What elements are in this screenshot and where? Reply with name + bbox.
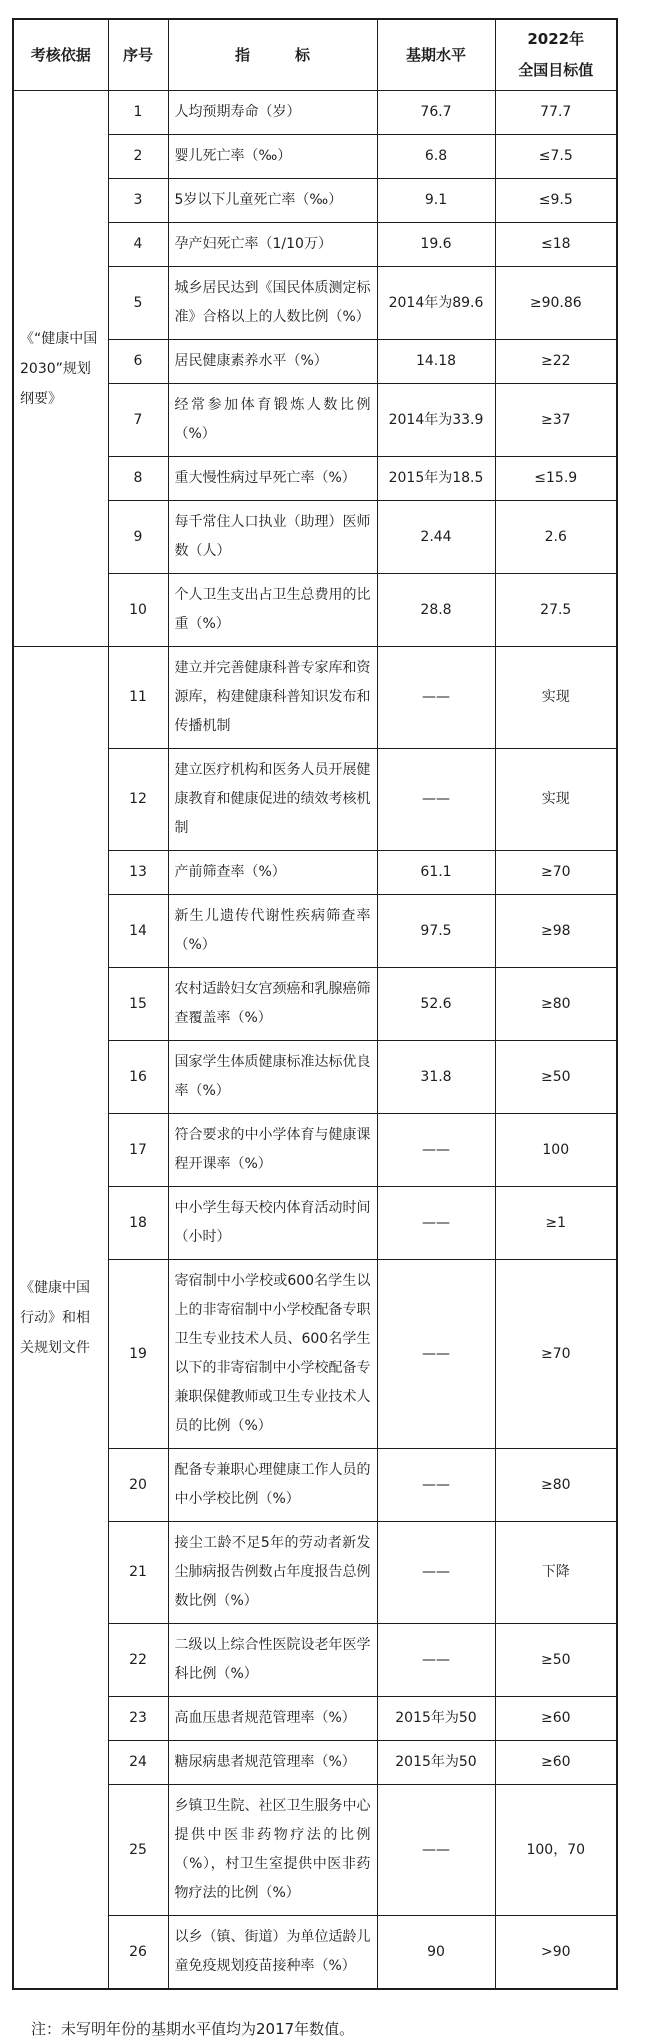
row-number-cell: 20: [108, 1449, 168, 1522]
row-number-cell: 4: [108, 223, 168, 267]
table-header: [13, 19, 617, 91]
indicator-cell: 农村适龄妇女宫颈癌和乳腺癌筛查覆盖率（%）: [168, 968, 377, 1041]
header-target-2022: [495, 19, 617, 91]
row-number-cell: 7: [108, 384, 168, 457]
indicator-cell: 建立并完善健康科普专家库和资源库，构建健康科普知识发布和传播机制: [168, 647, 377, 749]
header-indicator: 指 标: [168, 19, 377, 91]
base-level-cell: 2.44: [377, 501, 495, 574]
row-number-cell: 13: [108, 851, 168, 895]
indicator-cell: 符合要求的中小学体育与健康课程开课率（%）: [168, 1114, 377, 1187]
indicator-cell: 以乡（镇、街道）为单位适龄儿童免疫规划疫苗接种率（%）: [168, 1916, 377, 1990]
header-base-level: 基期水平: [377, 19, 495, 91]
base-level-cell: ——: [377, 1449, 495, 1522]
header-assessment-basis: 考核依据: [13, 19, 108, 91]
target-value-cell: 27.5: [495, 574, 617, 647]
indicator-cell: 每千常住人口执业（助理）医师数（人）: [168, 501, 377, 574]
indicator-cell: 高血压患者规范管理率（%）: [168, 1697, 377, 1741]
row-number-cell: 24: [108, 1741, 168, 1785]
indicator-cell: 人均预期寿命（岁）: [168, 91, 377, 135]
header-target-label: 全国目标值: [518, 61, 594, 79]
assessment-basis-cell: 《健康中国行动》和相关规划文件: [13, 647, 108, 1990]
indicator-cell: 个人卫生支出占卫生总费用的比重（%）: [168, 574, 377, 647]
target-value-cell: ≥1: [495, 1187, 617, 1260]
target-value-cell: ≤18: [495, 223, 617, 267]
base-level-cell: 2014年为33.9: [377, 384, 495, 457]
target-value-cell: ≥50: [495, 1041, 617, 1114]
indicator-cell: 重大慢性病过早死亡率（%）: [168, 457, 377, 501]
indicator-cell: 国家学生体质健康标准达标优良率（%）: [168, 1041, 377, 1114]
target-value-cell: ≥70: [495, 1260, 617, 1449]
base-level-cell: 52.6: [377, 968, 495, 1041]
row-number-cell: 18: [108, 1187, 168, 1260]
base-level-cell: 14.18: [377, 340, 495, 384]
target-value-cell: ≥98: [495, 895, 617, 968]
base-level-cell: ——: [377, 647, 495, 749]
base-level-cell: 97.5: [377, 895, 495, 968]
target-value-cell: 实现: [495, 749, 617, 851]
table-body: [13, 91, 617, 1990]
row-number-cell: 2: [108, 135, 168, 179]
target-value-cell: 77.7: [495, 91, 617, 135]
target-value-cell: ≥80: [495, 968, 617, 1041]
indicator-cell: 寄宿制中小学校或600名学生以上的非寄宿制中小学校配备专职卫生专业技术人员、600名学生以下的非寄宿制中小学校配备专兼职保健教师或卫生专业技术人员的比例（%）: [168, 1260, 377, 1449]
base-level-cell: 90: [377, 1916, 495, 1990]
row-number-cell: 6: [108, 340, 168, 384]
table-row: [13, 91, 617, 135]
row-number-cell: 3: [108, 179, 168, 223]
row-number-cell: 17: [108, 1114, 168, 1187]
base-level-cell: ——: [377, 749, 495, 851]
row-number-cell: 16: [108, 1041, 168, 1114]
target-value-cell: ≥37: [495, 384, 617, 457]
indicator-cell: 乡镇卫生院、社区卫生服务中心提供中医非药物疗法的比例（%），村卫生室提供中医非药物疗法的比例（%）: [168, 1785, 377, 1916]
row-number-cell: 5: [108, 267, 168, 340]
indicator-cell: 城乡居民达到《国民体质测定标准》合格以上的人数比例（%）: [168, 267, 377, 340]
target-value-cell: >90: [495, 1916, 617, 1990]
base-level-cell: 2014年为89.6: [377, 267, 495, 340]
indicator-cell: 5岁以下儿童死亡率（‰）: [168, 179, 377, 223]
base-level-cell: ——: [377, 1260, 495, 1449]
indicator-cell: 糖尿病患者规范管理率（%）: [168, 1741, 377, 1785]
target-value-cell: ≥70: [495, 851, 617, 895]
target-value-cell: ≥50: [495, 1624, 617, 1697]
table-row: [13, 647, 617, 749]
base-level-cell: 6.8: [377, 135, 495, 179]
base-level-cell: 28.8: [377, 574, 495, 647]
base-level-cell: 61.1: [377, 851, 495, 895]
target-value-cell: ≥90.86: [495, 267, 617, 340]
indicator-cell: 配备专兼职心理健康工作人员的中小学校比例（%）: [168, 1449, 377, 1522]
target-value-cell: ≤15.9: [495, 457, 617, 501]
base-level-cell: ——: [377, 1114, 495, 1187]
row-number-cell: 8: [108, 457, 168, 501]
base-level-cell: 2015年为50: [377, 1697, 495, 1741]
indicator-cell: 新生儿遗传代谢性疾病筛查率（%）: [168, 895, 377, 968]
row-number-cell: 25: [108, 1785, 168, 1916]
row-number-cell: 23: [108, 1697, 168, 1741]
target-value-cell: ≤9.5: [495, 179, 617, 223]
target-value-cell: ≤7.5: [495, 135, 617, 179]
base-level-cell: 76.7: [377, 91, 495, 135]
target-value-cell: 下降: [495, 1522, 617, 1624]
indicator-cell: 中小学生每天校内体育活动时间（小时）: [168, 1187, 377, 1260]
row-number-cell: 11: [108, 647, 168, 749]
indicator-cell: 二级以上综合性医院设老年医学科比例（%）: [168, 1624, 377, 1697]
indicator-cell: 经常参加体育锻炼人数比例（%）: [168, 384, 377, 457]
base-level-cell: ——: [377, 1785, 495, 1916]
header-target-year: 2022年: [527, 30, 585, 48]
base-level-cell: 2015年为18.5: [377, 457, 495, 501]
target-value-cell: 2.6: [495, 501, 617, 574]
row-number-cell: 1: [108, 91, 168, 135]
indicator-cell: 建立医疗机构和医务人员开展健康教育和健康促进的绩效考核机制: [168, 749, 377, 851]
row-number-cell: 9: [108, 501, 168, 574]
header-serial-number: 序号: [108, 19, 168, 91]
target-value-cell: ≥60: [495, 1741, 617, 1785]
target-value-cell: ≥80: [495, 1449, 617, 1522]
target-value-cell: ≥60: [495, 1697, 617, 1741]
header-row: [13, 19, 617, 91]
base-level-cell: ——: [377, 1624, 495, 1697]
indicator-cell: 婴儿死亡率（‰）: [168, 135, 377, 179]
base-level-cell: ——: [377, 1522, 495, 1624]
indicator-cell: 接尘工龄不足5年的劳动者新发尘肺病报告例数占年度报告总例数比例（%）: [168, 1522, 377, 1624]
target-value-cell: 实现: [495, 647, 617, 749]
target-value-cell: ≥22: [495, 340, 617, 384]
assessment-basis-cell: 《“健康中国2030”规划纲要》: [13, 91, 108, 647]
indicator-cell: 孕产妇死亡率（1/10万）: [168, 223, 377, 267]
base-level-cell: 9.1: [377, 179, 495, 223]
row-number-cell: 10: [108, 574, 168, 647]
indicators-table: [12, 18, 618, 1990]
row-number-cell: 21: [108, 1522, 168, 1624]
indicator-cell: 产前筛查率（%）: [168, 851, 377, 895]
base-level-cell: 2015年为50: [377, 1741, 495, 1785]
base-level-cell: 31.8: [377, 1041, 495, 1114]
base-level-cell: ——: [377, 1187, 495, 1260]
row-number-cell: 22: [108, 1624, 168, 1697]
row-number-cell: 14: [108, 895, 168, 968]
target-value-cell: 100: [495, 1114, 617, 1187]
footnote: 注：未写明年份的基期水平值均为2017年数值。: [31, 2020, 355, 2038]
row-number-cell: 15: [108, 968, 168, 1041]
target-value-cell: 100，70: [495, 1785, 617, 1916]
row-number-cell: 26: [108, 1916, 168, 1990]
indicator-cell: 居民健康素养水平（%）: [168, 340, 377, 384]
row-number-cell: 12: [108, 749, 168, 851]
row-number-cell: 19: [108, 1260, 168, 1449]
base-level-cell: 19.6: [377, 223, 495, 267]
